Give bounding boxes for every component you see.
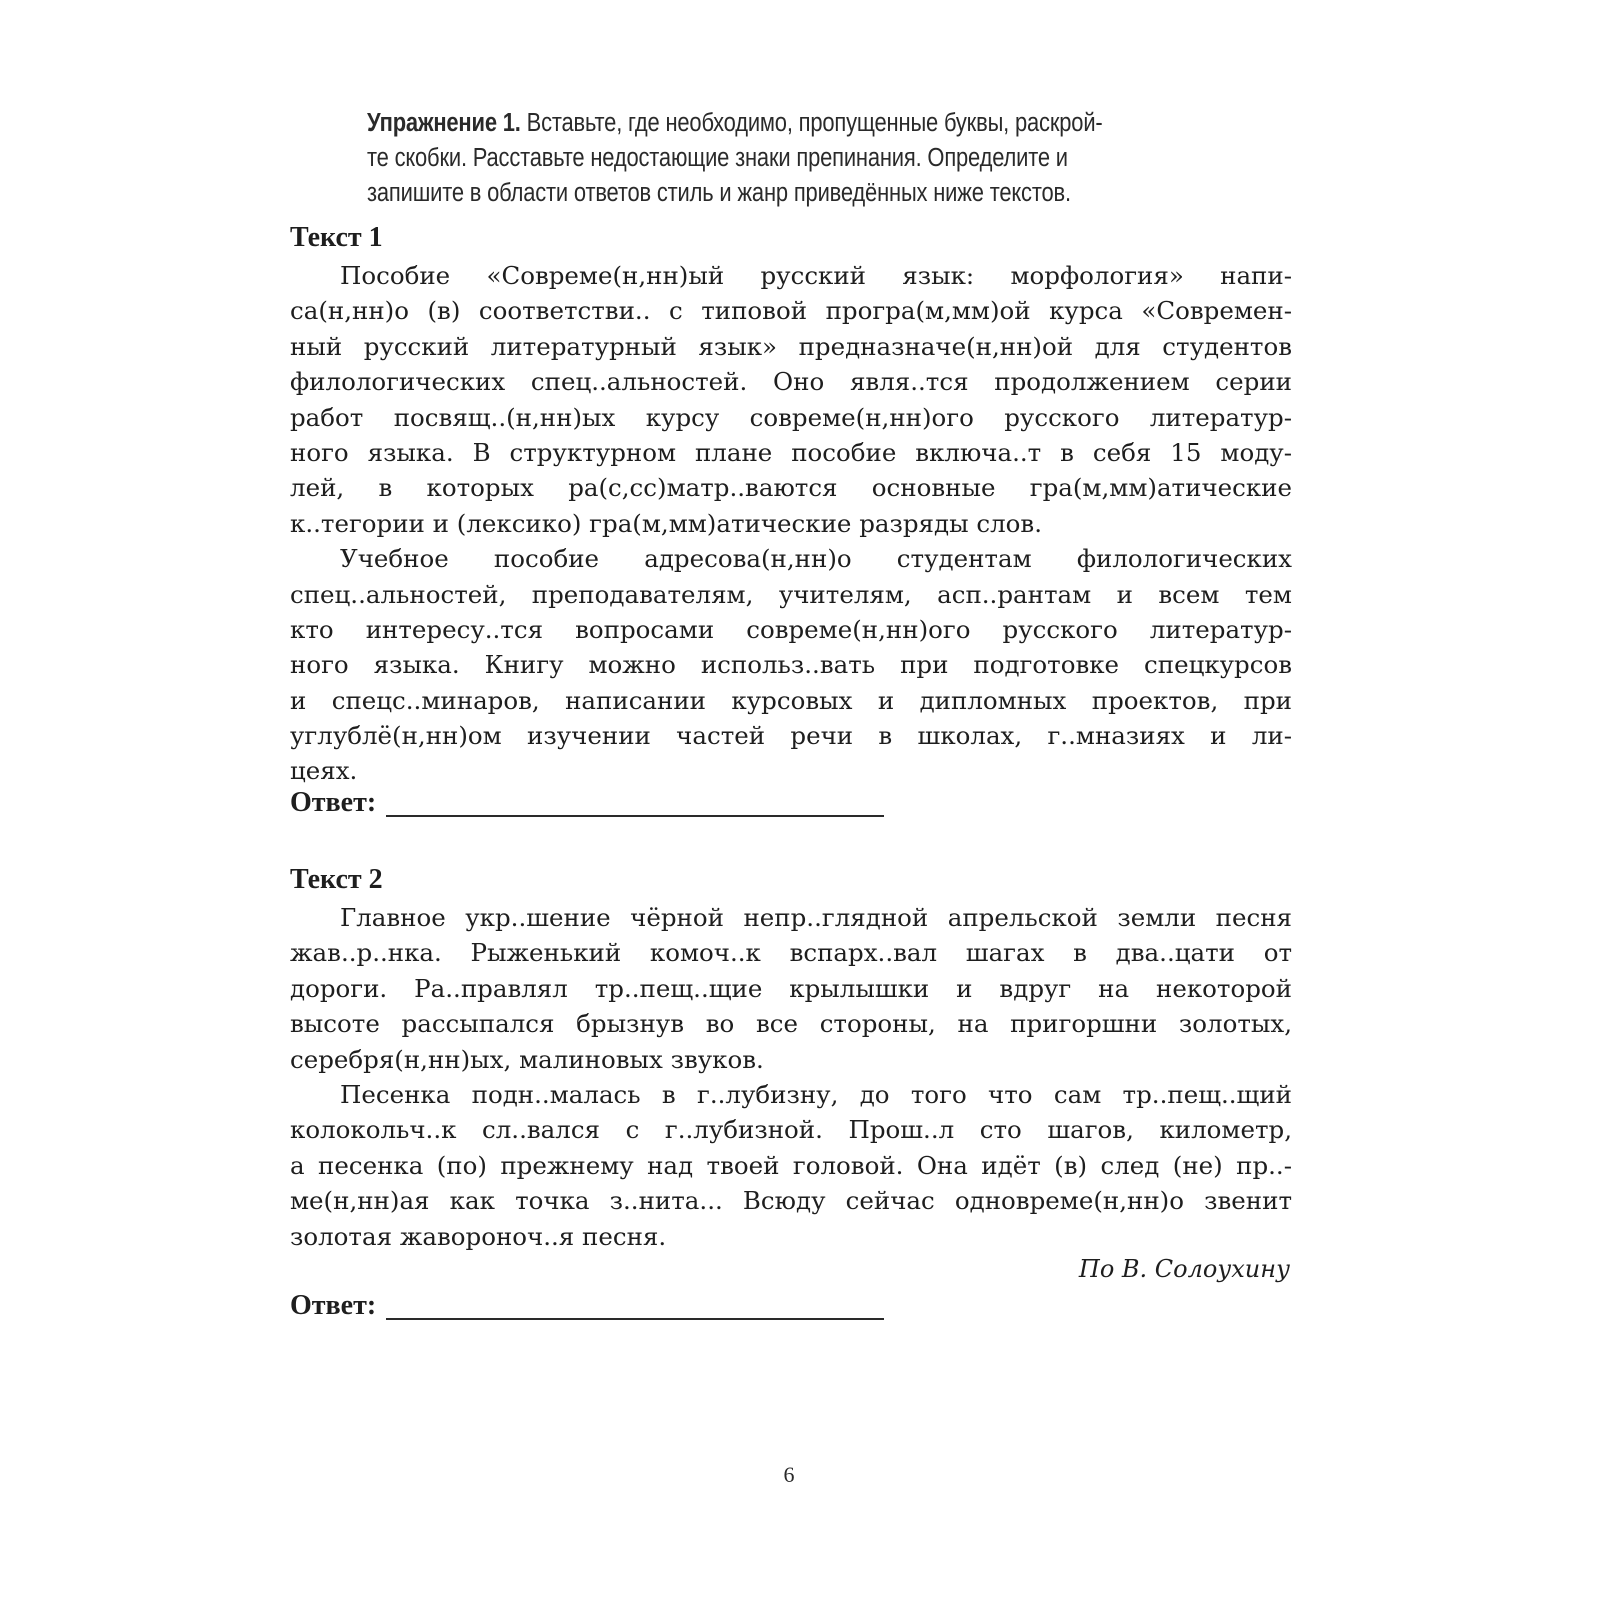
text-line: ного языка. Книгу можно использ..вать при подготовке спецкурсов xyxy=(290,650,1292,680)
text-line: углублё(н,нн)ом изучении частей речи в школах, г..мназиях и ли- xyxy=(290,721,1292,751)
text-line: серебря(н,нн)ых, малиновых звуков. xyxy=(290,1044,764,1074)
answer-field[interactable] xyxy=(386,1318,884,1320)
text1-title: Текст 1 xyxy=(290,222,383,253)
text-line: Главное укр..шение чёрной непр..глядной апрельской земли песня xyxy=(340,903,1292,932)
attribution: По В. Солоухину xyxy=(1078,1255,1290,1283)
text1-answer xyxy=(290,787,884,819)
text-line: ного языка. В структурном плане пособие включа..т в себя 15 моду- xyxy=(290,437,1292,467)
text-line: жав..р..нка. Рыженький комоч..к вспарх..вал шагах в два..цати от xyxy=(290,938,1292,968)
text-line: ме(н,нн)ая как точка з..нита... Всюду сейчас одновреме(н,нн)о звенит xyxy=(290,1186,1292,1216)
text-line: золотая жавороноч..я песня. xyxy=(290,1221,667,1251)
answer-label: Ответ: xyxy=(290,787,377,818)
text-line: филологических спец..альностей. Оно явля..тся продолжением серии xyxy=(290,367,1292,397)
exercise-line: те скобки. Расставьте недостающие знаки препинания. Определите и xyxy=(367,144,1068,172)
text-line: са(н,нн)о (в) соответстви.. с типовой програ(м,мм)ой курса «Современ- xyxy=(290,296,1292,326)
answer-field[interactable] xyxy=(386,815,884,817)
text-line: Песенка подн..малась в г..лубизну, до того что сам тр..пещ..щий xyxy=(340,1079,1292,1109)
exercise-line: запишите в области ответов стиль и жанр приведённых ниже текстов. xyxy=(367,179,1071,207)
page-number: 6 xyxy=(783,1462,795,1487)
text-line: Пособие «Совреме(н,нн)ый русский язык: морфология» напи- xyxy=(340,261,1292,290)
text-line: лей, в которых ра(с,сс)матр..ваются основные гра(м,мм)атические xyxy=(290,473,1292,503)
text-line: а песенка (по) прежнему над твоей головой. Она идёт (в) след (не) пр..- xyxy=(290,1150,1292,1180)
text2-title: Текст 2 xyxy=(290,864,383,895)
text-line: и спецс..минаров, написании курсовых и дипломных проектов, при xyxy=(290,685,1292,715)
text-line: кто интересу..тся вопросами совреме(н,нн)ого русского литератур- xyxy=(290,614,1292,644)
text-line: спец..альностей, преподавателям, учителям, асп..рантам и всем тем xyxy=(290,579,1292,609)
text-line: Учебное пособие адресова(н,нн)о студентам филологических xyxy=(340,544,1292,574)
text-line: к..тегории и (лексико) гра(м,мм)атические разряды слов. xyxy=(290,508,1042,538)
text1-body xyxy=(290,258,1292,789)
text-line: ный русский литературный язык» предназначе(н,нн)ой для студентов xyxy=(290,331,1292,361)
exercise-label: Упражнение 1. xyxy=(367,109,521,137)
exercise-instructions xyxy=(367,106,1158,211)
text-line: работ посвящ..(н,нн)ых курсу совреме(н,нн)ого русского литератур- xyxy=(290,402,1292,432)
answer-label: Ответ: xyxy=(290,1290,377,1321)
text-line: цеях. xyxy=(290,756,358,786)
text-line: высоте рассыпался брызнув во все стороны, на пригоршни золотых, xyxy=(290,1009,1292,1039)
text-line: колокольч..к сл..вался с г..лубизной. Прош..л сто шагов, километр, xyxy=(290,1115,1292,1145)
exercise-line: Упражнение 1. Вставьте, где необходимо, пропущенные буквы, раскрой- xyxy=(367,109,1103,137)
text2-answer xyxy=(290,1290,884,1322)
text2-body xyxy=(290,900,1292,1254)
text-line: дороги. Ра..правлял тр..пещ..щие крылышки и вдруг на некоторой xyxy=(290,973,1292,1003)
